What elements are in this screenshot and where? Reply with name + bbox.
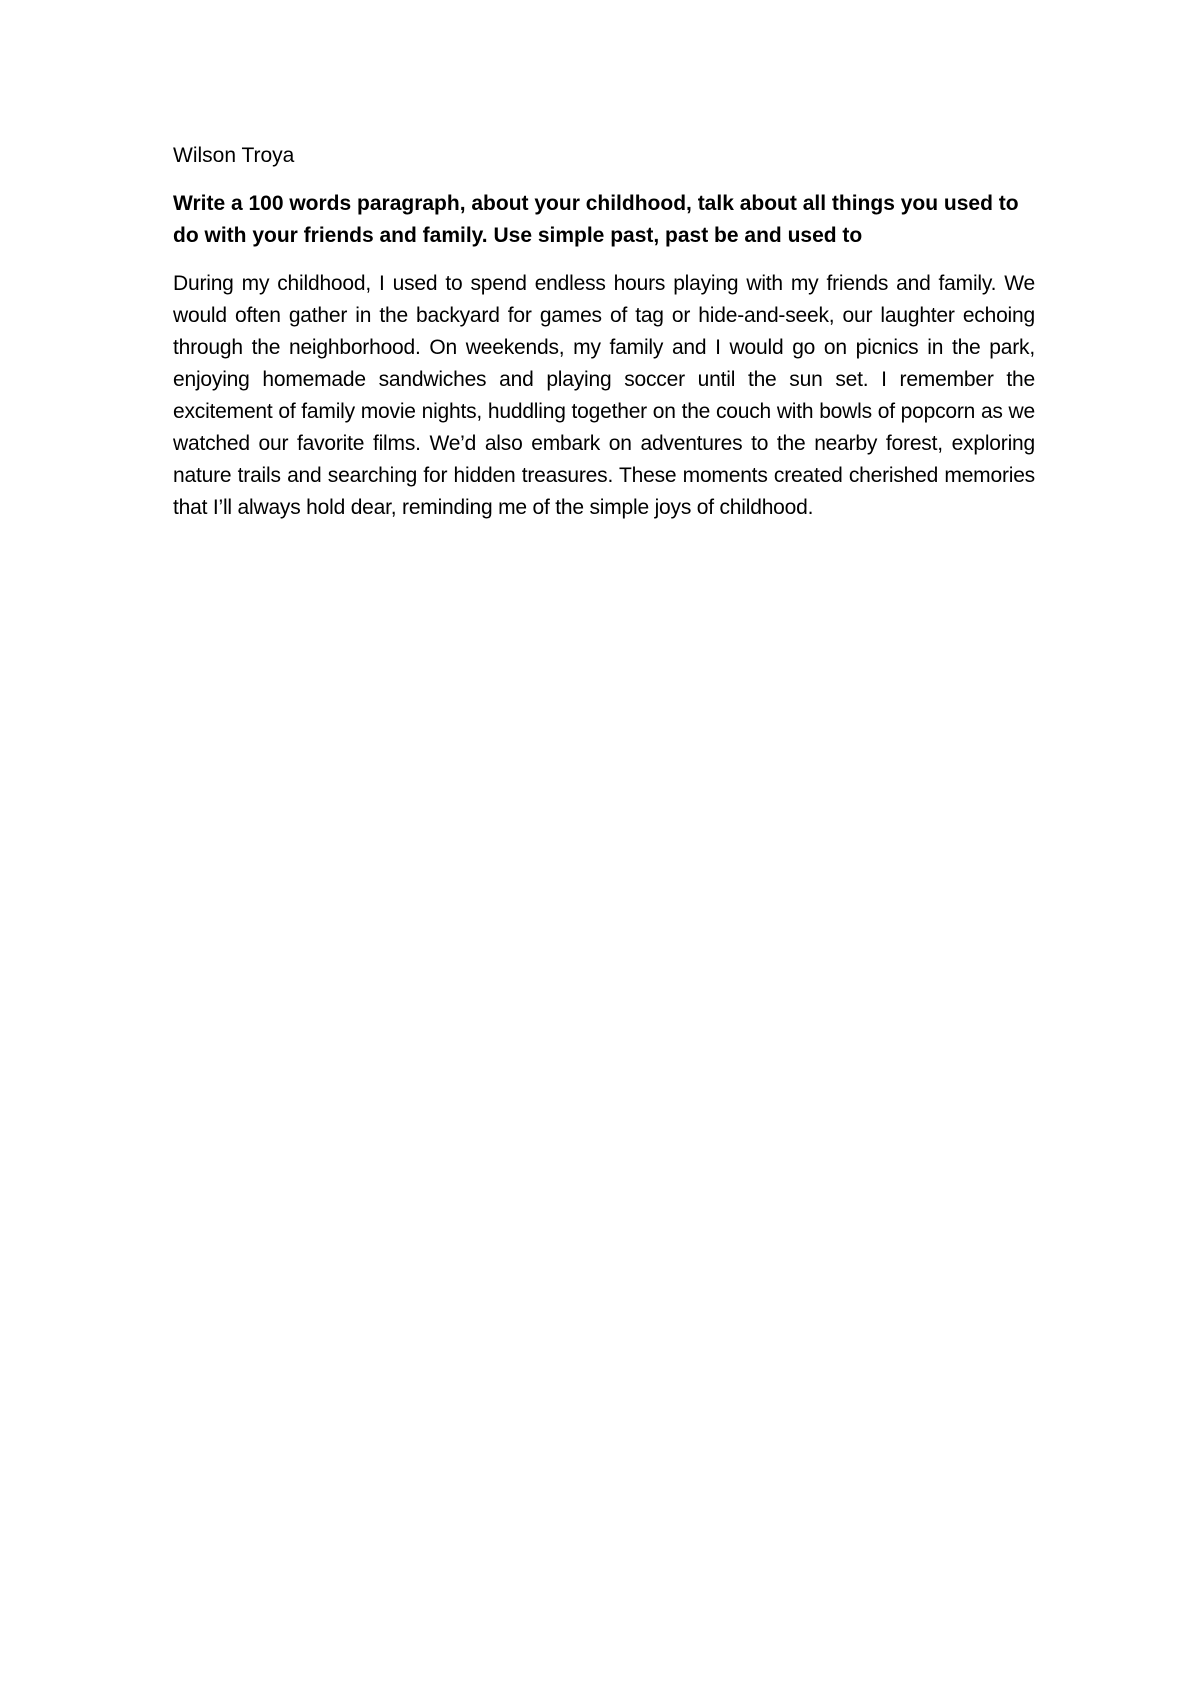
essay-paragraph: During my childhood, I used to spend endless hours playing with my friends and family. We would often gather in the backyard for games of tag or hide-and-seek, our laughter echoing through the neighborhood. On weekends, my family and I would go on picnics in the park, enjoying homemade sandwiches and playing soccer until the sun set. I remember the excitement of family movie nights, huddling together on the couch with bowls of popcorn as we watched our favorite films. We’d also embark on adventures to the nearby forest, exploring nature trails and searching for hidden treasures. These moments created cherished memories that I’ll always hold dear, reminding me of the simple joys of childhood. (173, 272, 1035, 519)
author-name: Wilson Troya (173, 144, 295, 167)
document-page (173, 140, 1035, 524)
assignment-prompt: Write a 100 words paragraph, about your childhood, talk about all things you used to do with your friends and family. Use simple past, past be and used to (173, 192, 1019, 247)
